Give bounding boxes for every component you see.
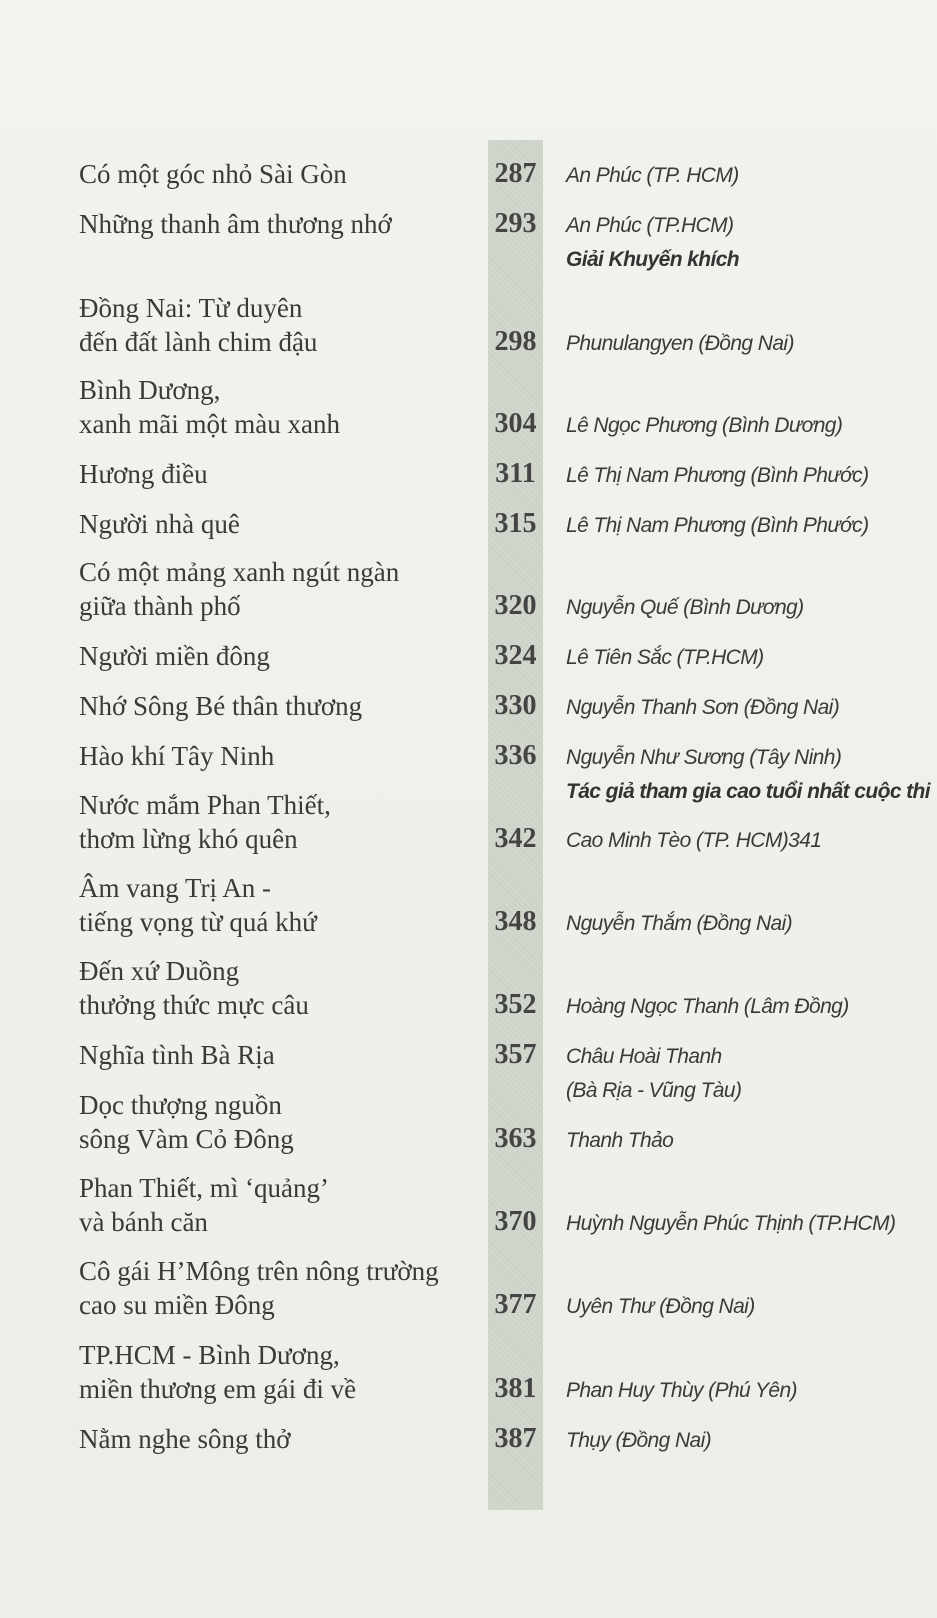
entry-author: Uyên Thư (Đồng Nai) xyxy=(566,1295,755,1318)
entry-page-number: 311 xyxy=(495,458,536,489)
entry-title-line: xanh mãi một màu xanh xyxy=(79,409,340,439)
entry-title-line: Người miền đông xyxy=(79,641,270,671)
entry-title xyxy=(79,373,499,441)
entry-author: Lê Tiên Sắc (TP.HCM) xyxy=(566,646,764,669)
entry-author: An Phúc (TP. HCM) xyxy=(566,164,739,187)
entry-title xyxy=(79,954,499,1022)
entry-author: Phan Huy Thùy (Phú Yên) xyxy=(566,1379,797,1402)
entry-title-line: đến đất lành chim đậu xyxy=(79,327,318,357)
entry-author: Nguyễn Thắm (Đồng Nai) xyxy=(566,912,793,935)
entry-author: (Bà Rịa - Vũng Tàu) xyxy=(566,1079,742,1102)
entry-page-number: 352 xyxy=(494,989,537,1020)
entry-title xyxy=(79,1171,499,1239)
entry-author: An Phúc (TP.HCM) xyxy=(566,214,734,237)
entry-title-line: Có một mảng xanh ngút ngàn xyxy=(79,557,400,587)
entry-page-number: 298 xyxy=(494,326,537,357)
entry-title-line: Đến xứ Duồng xyxy=(79,956,240,986)
entry-award-note: Giải Khuyến khích xyxy=(566,248,740,271)
entry-title-line: Cô gái H’Mông trên nông trường xyxy=(79,1256,439,1286)
entry-title xyxy=(79,1338,499,1406)
entry-title-line: sông Vàm Cỏ Đông xyxy=(79,1124,294,1154)
entry-author: Lê Ngọc Phương (Bình Dương) xyxy=(566,414,843,437)
entry-author: Nguyễn Như Sương (Tây Ninh) xyxy=(566,746,842,769)
entry-author: Lê Thị Nam Phương (Bình Phước) xyxy=(566,514,869,537)
entry-title-line: thưởng thức mực câu xyxy=(79,990,309,1020)
entry-title-line: Đồng Nai: Từ duyên xyxy=(79,293,303,323)
entry-title-line: Hương điều xyxy=(79,459,208,489)
entry-title-line: và bánh căn xyxy=(79,1207,208,1237)
entry-title xyxy=(79,788,499,856)
entry-author: Huỳnh Nguyễn Phúc Thịnh (TP.HCM) xyxy=(566,1212,896,1235)
entry-page-number: 315 xyxy=(494,508,537,539)
entry-title-line: Nhớ Sông Bé thân thương xyxy=(79,691,363,721)
entry-title xyxy=(79,1254,499,1322)
entry-author: Nguyễn Quế (Bình Dương) xyxy=(566,596,804,619)
entry-title-line: miền thương em gái đi về xyxy=(79,1374,357,1404)
entry-title xyxy=(79,639,499,673)
entry-author: Phunulangyen (Đồng Nai) xyxy=(566,332,794,355)
entry-title-line: Có một góc nhỏ Sài Gòn xyxy=(79,159,347,189)
entry-title-line: Nước mắm Phan Thiết, xyxy=(79,790,331,820)
entry-title xyxy=(79,871,499,939)
entry-title xyxy=(79,1038,499,1072)
entry-page-number: 324 xyxy=(494,640,537,671)
entry-page-number: 336 xyxy=(494,740,537,771)
entry-title-line: Dọc thượng nguồn xyxy=(79,1090,282,1120)
entry-author: Châu Hoài Thanh xyxy=(566,1045,722,1068)
entry-title xyxy=(79,739,499,773)
entry-title-line: Âm vang Trị An - xyxy=(79,873,272,903)
entry-title-line: cao su miền Đông xyxy=(79,1290,275,1320)
entry-title-line: Nghĩa tình Bà Rịa xyxy=(79,1040,275,1070)
entry-author: Nguyễn Thanh Sơn (Đồng Nai) xyxy=(566,696,840,719)
entry-title-line: Phan Thiết, mì ‘quảng’ xyxy=(79,1173,329,1203)
entry-title-line: Bình Dương, xyxy=(79,375,221,405)
entry-page-number: 370 xyxy=(494,1206,537,1237)
entry-title xyxy=(79,555,499,623)
entry-title xyxy=(79,1422,499,1456)
entry-author: Hoàng Ngọc Thanh (Lâm Đồng) xyxy=(566,995,849,1018)
entry-page-number: 304 xyxy=(494,408,537,439)
entry-page-number: 293 xyxy=(494,208,537,239)
entry-page-number: 377 xyxy=(494,1289,537,1320)
entry-title-line: tiếng vọng từ quá khứ xyxy=(79,907,317,937)
entry-page-number: 320 xyxy=(494,590,537,621)
entry-title-line: TP.HCM - Bình Dương, xyxy=(79,1340,340,1370)
entry-title-line: Những thanh âm thương nhớ xyxy=(79,209,392,239)
entry-title xyxy=(79,291,499,359)
entry-title xyxy=(79,689,499,723)
entry-page-number: 363 xyxy=(494,1123,537,1154)
entry-title-line: Hào khí Tây Ninh xyxy=(79,741,275,771)
entry-title-line: Nằm nghe sông thở xyxy=(79,1424,291,1454)
entry-page-number: 330 xyxy=(494,690,537,721)
entry-author: Thụy (Đồng Nai) xyxy=(566,1429,712,1452)
entry-author: Thanh Thảo xyxy=(566,1129,674,1152)
entry-title xyxy=(79,1088,499,1156)
entry-award-note: Tác giả tham gia cao tuổi nhất cuộc thi xyxy=(566,780,930,803)
entry-author: Lê Thị Nam Phương (Bình Phước) xyxy=(566,464,869,487)
entry-title-line: thơm lừng khó quên xyxy=(79,824,298,854)
entry-title xyxy=(79,207,499,241)
entry-title xyxy=(79,507,499,541)
entry-page-number: 387 xyxy=(494,1423,537,1454)
entry-page-number: 342 xyxy=(494,823,537,854)
entry-title-line: giữa thành phố xyxy=(79,591,241,621)
entry-title xyxy=(79,157,499,191)
entry-page-number: 287 xyxy=(494,158,537,189)
entry-page-number: 348 xyxy=(494,906,537,937)
entry-page-number: 357 xyxy=(494,1039,537,1070)
entry-page-number: 381 xyxy=(494,1373,537,1404)
entry-title xyxy=(79,457,499,491)
entry-title-line: Người nhà quê xyxy=(79,509,240,539)
entry-author: Cao Minh Tèo (TP. HCM)341 xyxy=(566,829,822,852)
